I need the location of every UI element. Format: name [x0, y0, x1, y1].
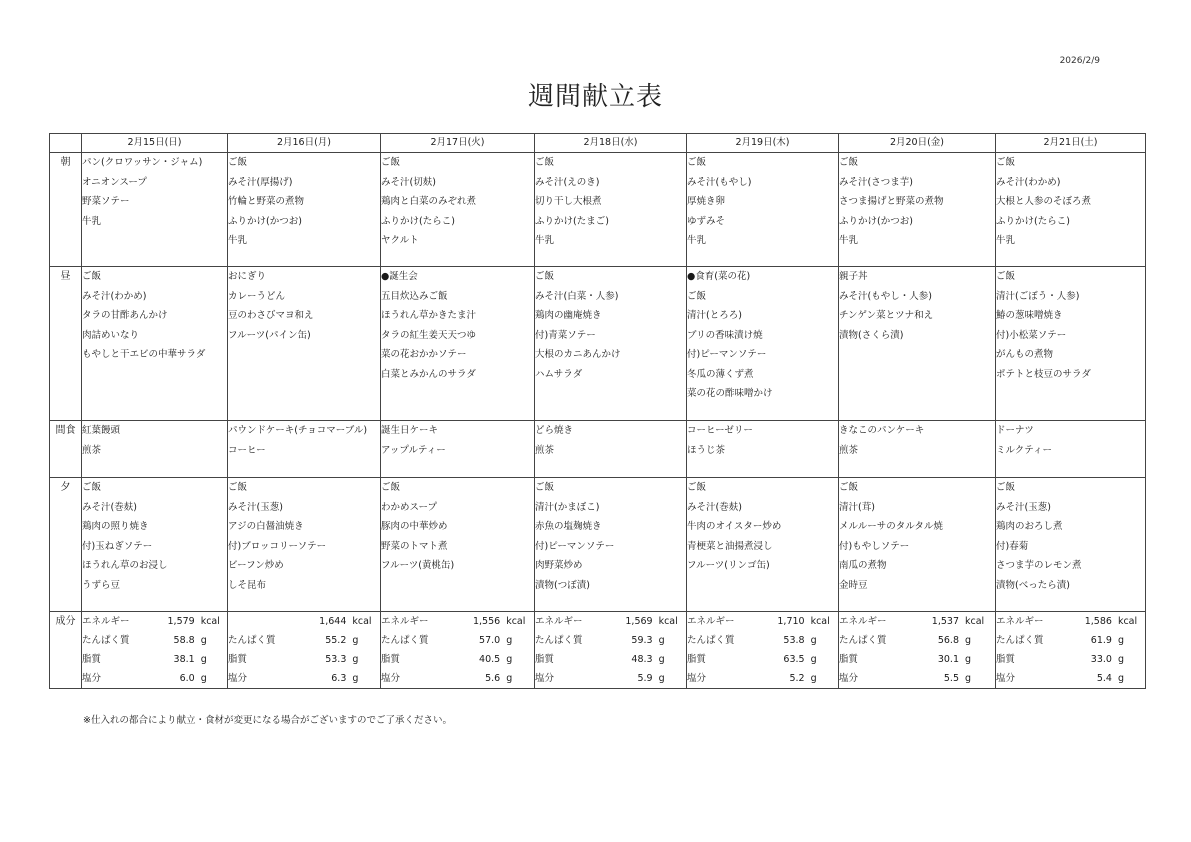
nutrition-cell: [228, 612, 381, 689]
nutrient-value: 5.5: [943, 673, 959, 684]
nutrient-value: 53.8: [783, 635, 805, 646]
nutrient-protein: [381, 631, 534, 650]
snack-cell: [535, 421, 687, 478]
menu-item: ふりかけ(たまご): [535, 215, 609, 227]
nutrition-cell: [381, 612, 535, 689]
menu-item: 牛乳: [228, 235, 248, 246]
breakfast-cell: [82, 153, 228, 267]
menu-item: ふりかけ(たらこ): [381, 215, 455, 227]
menu-item: 野菜のトマト煮: [381, 540, 448, 552]
menu-item: ご飯: [839, 157, 859, 168]
snack-cell: [996, 421, 1146, 478]
nutrient-unit: g: [810, 673, 817, 684]
header-row: [50, 134, 1146, 153]
menu-item: 赤魚の塩麹焼き: [535, 521, 602, 532]
nutrient-name: 塩分: [381, 673, 401, 684]
document-date: 2026/2/9: [1059, 56, 1100, 66]
nutrient-unit: g: [506, 635, 513, 646]
menu-item: 青梗菜と油揚煮浸し: [687, 540, 773, 552]
menu-item: 肉野菜炒め: [535, 560, 583, 571]
nutrient-unit: g: [200, 654, 207, 665]
breakfast-cell: [687, 153, 839, 267]
menu-item: 大根のカニあんかけ: [535, 349, 621, 360]
menu-item: わかめスープ: [381, 501, 438, 513]
menu-item: うずら豆: [82, 579, 121, 591]
menu-item: 菜の花おかかソテー: [381, 349, 467, 360]
menu-item: さつま芋のレモン煮: [996, 560, 1082, 571]
nutrient-salt: [381, 669, 534, 688]
nutrient-name: エネルギー: [996, 616, 1044, 627]
day-header: 2月16日(月): [228, 134, 381, 153]
menu-item: おにぎり: [228, 271, 267, 282]
nutrient-unit: g: [965, 654, 972, 665]
nutrient-salt: [535, 669, 686, 688]
nutrient-name: 脂質: [687, 654, 707, 665]
corner-cell: [50, 134, 82, 153]
dinner-label: 夕: [50, 478, 82, 612]
menu-item: ご飯: [687, 482, 707, 493]
nutrient-unit: g: [810, 654, 817, 665]
dinner-cell: [996, 478, 1146, 612]
breakfast-label: 朝: [50, 153, 82, 267]
nutrient-fat: [535, 650, 686, 669]
menu-item: 漬物(べったら漬): [996, 579, 1070, 591]
nutrient-name: 脂質: [82, 654, 102, 665]
nutrient-value: 56.8: [937, 635, 959, 646]
nutrient-fat: [381, 650, 534, 669]
menu-item: ご飯: [228, 157, 248, 168]
dinner-cell: [687, 478, 839, 612]
menu-item: ミルクティー: [996, 444, 1053, 456]
nutrition-cell: [82, 612, 228, 689]
menu-item: 清汁(茸): [839, 501, 875, 513]
menu-item: 牛肉のオイスター炒め: [687, 521, 782, 532]
menu-item: 付)春菊: [996, 540, 1029, 552]
nutrient-unit: kcal: [506, 616, 526, 627]
breakfast-cell: [228, 153, 381, 267]
menu-item: オニオンスープ: [82, 176, 147, 188]
menu-item: アップルティー: [381, 444, 446, 456]
nutrient-protein: [839, 631, 995, 650]
menu-item: みそ汁(玉葱): [228, 501, 283, 513]
nutrient-unit: g: [352, 635, 359, 646]
nutrient-value: 6.3: [331, 673, 347, 684]
nutrient-unit: kcal: [200, 616, 220, 627]
menu-item: 清汁(とろろ): [687, 310, 742, 321]
nutrient-unit: g: [506, 654, 513, 665]
menu-item: ●食育(菜の花): [687, 271, 751, 282]
nutrient-name: 塩分: [687, 673, 707, 684]
nutrient-fat: [839, 650, 995, 669]
day-header: 2月17日(火): [381, 134, 535, 153]
lunch-cell: [687, 267, 839, 421]
breakfast-cell: [996, 153, 1146, 267]
menu-item: もやしと干エビの中華サラダ: [82, 349, 206, 360]
menu-item: メルルーサのタルタル焼: [839, 521, 943, 532]
weekly-menu-table: [49, 133, 1146, 689]
menu-item: 付)玉ねぎソテー: [82, 540, 153, 552]
lunch-row: [50, 267, 1146, 421]
nutrient-name: 塩分: [228, 673, 248, 684]
menu-item: 煎茶: [535, 444, 555, 456]
menu-item: 漬物(つぼ漬): [535, 579, 590, 591]
menu-item: ゆずみそ: [687, 215, 726, 227]
nutrient-unit: g: [810, 635, 817, 646]
menu-item: チンゲン菜とツナ和え: [839, 310, 934, 321]
nutrient-name: 塩分: [996, 673, 1016, 684]
menu-item: 漬物(さくら漬): [839, 329, 904, 341]
dinner-cell: [228, 478, 381, 612]
menu-item: コーヒー: [228, 444, 266, 456]
day-header: 2月21日(土): [996, 134, 1146, 153]
nutrient-value: 5.9: [637, 673, 653, 684]
menu-item: みそ汁(厚揚げ): [228, 176, 293, 188]
menu-item: 付)もやしソテー: [839, 540, 910, 552]
menu-item: 親子丼: [839, 271, 868, 282]
menu-item: 鶏肉の幽庵焼き: [535, 310, 602, 321]
menu-item: 付)ピーマンソテー: [535, 540, 615, 552]
nutrient-value: 5.6: [485, 673, 501, 684]
menu-item: 厚焼き卵: [687, 196, 726, 207]
nutrient-value: 33.0: [1090, 654, 1112, 665]
nutrient-fat: [82, 650, 227, 669]
menu-item: 清汁(かまぼこ): [535, 501, 600, 513]
lunch-cell: [82, 267, 228, 421]
menu-item: しそ昆布: [228, 579, 267, 591]
menu-item: 金時豆: [839, 579, 868, 591]
menu-item: みそ汁(わかめ): [996, 176, 1061, 188]
nutrient-name: エネルギー: [839, 616, 887, 627]
nutrient-name: たんぱく質: [687, 635, 735, 646]
menu-item: ブリの香味漬け焼: [687, 329, 763, 341]
nutrient-salt: [996, 669, 1145, 688]
menu-item: 鰆の葱味噌焼き: [996, 310, 1063, 321]
nutrient-name: たんぱく質: [82, 635, 130, 646]
nutrient-unit: g: [1117, 673, 1124, 684]
footer-note: ※仕入れの都合により献立・食材が変更になる場合がございますのでご了承ください。: [83, 715, 452, 726]
nutrient-energy: [839, 612, 995, 631]
menu-item: ほうじ茶: [687, 444, 726, 456]
nutrition-row: [50, 612, 1146, 689]
nutrient-name: 脂質: [839, 654, 859, 665]
lunch-cell: [228, 267, 381, 421]
menu-item: ふりかけ(たらこ): [996, 215, 1070, 227]
nutrient-unit: g: [965, 673, 972, 684]
menu-item: 付)青菜ソテー: [535, 329, 596, 341]
dinner-cell: [82, 478, 228, 612]
menu-item: ご飯: [996, 482, 1016, 493]
nutrient-value: 55.2: [325, 635, 347, 646]
lunch-label: 昼: [50, 267, 82, 421]
menu-item: 切り干し大根煮: [535, 196, 602, 207]
menu-item: 鶏肉のおろし煮: [996, 521, 1063, 532]
nutrition-cell: [687, 612, 839, 689]
menu-item: 煎茶: [839, 444, 859, 456]
snack-cell: [381, 421, 535, 478]
page-title: 週間献立表: [527, 82, 663, 112]
nutrient-name: エネルギー: [687, 616, 735, 627]
nutrient-name: エネルギー: [82, 616, 130, 627]
nutrient-value: 58.8: [173, 635, 195, 646]
nutrient-name: たんぱく質: [996, 635, 1044, 646]
menu-item: みそ汁(もやし・人参): [839, 290, 932, 302]
menu-item: みそ汁(巻麸): [82, 501, 137, 513]
nutrient-energy: [82, 612, 227, 631]
menu-item: フルーツ(黄桃缶): [381, 560, 455, 571]
nutrient-value: 1,569: [625, 616, 653, 627]
nutrient-unit: g: [658, 635, 665, 646]
menu-item: さつま揚げと野菜の煮物: [839, 196, 944, 207]
nutrient-protein: [687, 631, 838, 650]
menu-item: 野菜ソテー: [82, 196, 130, 207]
nutrient-value: 1,556: [472, 616, 501, 627]
nutrient-salt: [228, 669, 380, 688]
nutrient-value: 38.1: [173, 654, 195, 665]
day-header: 2月19日(木): [687, 134, 839, 153]
nutrient-name: [228, 612, 299, 631]
nutrition-cell: [996, 612, 1146, 689]
menu-item: ビーフン炒め: [228, 560, 284, 571]
nutrient-name: 塩分: [535, 673, 555, 684]
menu-item: ご飯: [228, 482, 248, 493]
nutrient-value: 1,586: [1084, 616, 1112, 627]
nutrient-name: エネルギー: [535, 616, 583, 627]
menu-item: 鶏肉と白菜のみぞれ煮: [381, 196, 477, 207]
menu-item: ご飯: [82, 271, 102, 282]
nutrient-energy: [381, 612, 534, 631]
menu-item: ご飯: [535, 157, 555, 168]
menu-item: 牛乳: [687, 235, 707, 246]
nutrient-unit: kcal: [965, 616, 985, 627]
menu-item: ご飯: [687, 157, 707, 168]
breakfast-cell: [381, 153, 535, 267]
menu-item: パウンドケーキ(チョコマーブル): [228, 425, 368, 436]
menu-item: 誕生日ケーキ: [381, 425, 439, 436]
menu-item: 菜の花の酢味噌かけ: [687, 388, 773, 399]
menu-item: タラの甘酢あんかけ: [82, 310, 168, 321]
nutrient-name: 塩分: [839, 673, 859, 684]
nutrient-protein: [82, 631, 227, 650]
dinner-cell: [535, 478, 687, 612]
nutrient-unit: g: [965, 635, 972, 646]
nutrition-label: 成分: [50, 612, 82, 689]
nutrient-salt: [687, 669, 838, 688]
nutrient-fat: [228, 650, 380, 669]
menu-item: ご飯: [996, 271, 1016, 282]
menu-item: ポテトと枝豆のサラダ: [996, 368, 1091, 380]
nutrient-unit: g: [352, 673, 359, 684]
nutrient-unit: g: [1117, 635, 1124, 646]
nutrient-unit: kcal: [352, 616, 372, 627]
menu-item: カレーうどん: [228, 290, 286, 302]
nutrient-value: 40.5: [479, 654, 501, 665]
snack-label: 間食: [50, 421, 82, 478]
menu-item: みそ汁(えのき): [535, 176, 600, 188]
nutrient-value: 1,579: [167, 616, 195, 627]
menu-item: アジの白醤油焼き: [228, 521, 304, 532]
nutrient-unit: g: [200, 635, 207, 646]
menu-item: ヤクルト: [381, 235, 419, 246]
nutrition-cell: [839, 612, 996, 689]
menu-item: みそ汁(巻麸): [687, 501, 742, 513]
nutrient-unit: g: [200, 673, 207, 684]
nutrient-salt: [839, 669, 995, 688]
snack-row: [50, 421, 1146, 478]
menu-item: フルーツ(リンゴ缶): [687, 560, 770, 571]
dinner-cell: [381, 478, 535, 612]
nutrient-unit: g: [506, 673, 513, 684]
nutrient-value: 6.0: [179, 673, 195, 684]
menu-item: 豆のわさびマヨ和え: [228, 310, 314, 321]
nutrient-unit: g: [658, 654, 665, 665]
menu-item: 付)小松菜ソテー: [996, 329, 1067, 341]
menu-item: 清汁(ごぼう・人参): [996, 290, 1080, 302]
nutrient-value: 57.0: [479, 635, 501, 646]
menu-item: ご飯: [839, 482, 859, 493]
menu-item: みそ汁(さつま芋): [839, 176, 913, 188]
menu-item: 牛乳: [535, 235, 555, 246]
nutrient-value: 59.3: [631, 635, 653, 646]
menu-item: ご飯: [996, 157, 1016, 168]
lunch-cell: [381, 267, 535, 421]
menu-item: ハムサラダ: [535, 368, 583, 380]
menu-item: ご飯: [82, 482, 102, 493]
menu-item: 牛乳: [996, 235, 1016, 246]
nutrient-unit: g: [352, 654, 359, 665]
menu-item: みそ汁(切麸): [381, 176, 436, 188]
snack-cell: [687, 421, 839, 478]
breakfast-row: [50, 153, 1146, 267]
menu-item: がんもの煮物: [996, 349, 1054, 360]
menu-item: 豚肉の中華炒め: [381, 521, 448, 532]
nutrient-unit: kcal: [810, 616, 830, 627]
nutrient-salt: [82, 669, 227, 688]
nutrient-value: 1,644: [319, 616, 347, 627]
snack-cell: [839, 421, 996, 478]
nutrition-cell: [535, 612, 687, 689]
breakfast-cell: [535, 153, 687, 267]
nutrient-value: 63.5: [783, 654, 805, 665]
menu-item: フルーツ(パイン缶): [228, 329, 311, 341]
day-header: 2月20日(金): [839, 134, 996, 153]
nutrient-unit: g: [658, 673, 665, 684]
menu-item: 付)ピーマンソテー: [687, 349, 767, 360]
menu-item: タラの紅生姜天天つゆ: [381, 329, 477, 341]
snack-cell: [228, 421, 381, 478]
menu-item: ご飯: [381, 157, 401, 168]
menu-item: きなこのパンケーキ: [839, 425, 925, 436]
nutrient-value: 5.2: [789, 673, 805, 684]
menu-item: 肉詰めいなり: [82, 329, 140, 341]
lunch-cell: [839, 267, 996, 421]
menu-item: ご飯: [381, 482, 401, 493]
breakfast-cell: [839, 153, 996, 267]
menu-item: ドーナツ: [996, 425, 1034, 436]
nutrient-energy: [996, 612, 1145, 631]
nutrient-value: 53.3: [325, 654, 347, 665]
nutrient-energy: [228, 612, 380, 631]
lunch-cell: [996, 267, 1146, 421]
nutrient-protein: [535, 631, 686, 650]
snack-cell: [82, 421, 228, 478]
nutrient-value: 5.4: [1096, 673, 1112, 684]
nutrient-value: 1,710: [777, 616, 805, 627]
menu-item: 白菜とみかんのサラダ: [381, 368, 476, 380]
dinner-row: [50, 478, 1146, 612]
nutrient-name: たんぱく質: [228, 635, 276, 646]
menu-item: ほうれん草のお浸し: [82, 560, 168, 571]
nutrient-value: 61.9: [1090, 635, 1112, 646]
nutrient-unit: kcal: [1117, 616, 1138, 627]
menu-item: みそ汁(わかめ): [82, 290, 147, 302]
nutrient-unit: kcal: [658, 616, 678, 627]
menu-item: コーヒーゼリー: [687, 425, 753, 436]
menu-item: 五目炊込みご飯: [381, 290, 448, 302]
menu-item: 竹輪と野菜の煮物: [228, 196, 305, 207]
menu-item: みそ汁(玉葱): [996, 501, 1051, 513]
menu-item: 冬瓜の薄くず煮: [687, 368, 754, 380]
menu-item: 鶏肉の照り焼き: [82, 521, 149, 532]
nutrient-name: 脂質: [996, 654, 1016, 665]
menu-item: みそ汁(もやし): [687, 176, 752, 188]
menu-item: ふりかけ(かつお): [228, 215, 302, 227]
nutrient-energy: [687, 612, 838, 631]
menu-item: 南瓜の煮物: [839, 560, 887, 571]
nutrient-unit: g: [1117, 654, 1124, 665]
menu-item: ●誕生会: [381, 271, 418, 282]
nutrient-protein: [996, 631, 1145, 650]
nutrient-name: たんぱく質: [381, 635, 429, 646]
day-header: 2月15日(日): [82, 134, 228, 153]
menu-item: パン(クロワッサン・ジャム): [82, 157, 203, 168]
menu-item: 煎茶: [82, 444, 102, 456]
menu-item: どら焼き: [535, 425, 574, 436]
menu-item: 付)ブロッコリーソテー: [228, 540, 327, 552]
nutrient-energy: [535, 612, 686, 631]
menu-item: 牛乳: [82, 215, 102, 227]
menu-item: 大根と人参のそぼろ煮: [996, 196, 1092, 207]
nutrient-fat: [996, 650, 1145, 669]
dinner-cell: [839, 478, 996, 612]
nutrient-protein: [228, 631, 380, 650]
nutrient-name: たんぱく質: [839, 635, 887, 646]
menu-item: ご飯: [687, 290, 707, 302]
nutrient-name: 脂質: [381, 654, 401, 665]
menu-item: ほうれん草かきたま汁: [381, 310, 477, 321]
menu-item: ご飯: [535, 271, 555, 282]
lunch-cell: [535, 267, 687, 421]
menu-item: 紅葉饅頭: [82, 425, 121, 436]
menu-item: ふりかけ(かつお): [839, 215, 913, 227]
nutrient-value: 48.3: [631, 654, 653, 665]
menu-item: ご飯: [535, 482, 555, 493]
nutrient-fat: [687, 650, 838, 669]
nutrient-name: 塩分: [82, 673, 102, 684]
nutrient-name: たんぱく質: [535, 635, 583, 646]
nutrient-name: 脂質: [535, 654, 555, 665]
menu-item: みそ汁(白菜・人参): [535, 290, 619, 302]
nutrient-name: 脂質: [228, 654, 248, 665]
day-header: 2月18日(水): [535, 134, 687, 153]
nutrient-name: エネルギー: [381, 616, 429, 627]
menu-item: 牛乳: [839, 235, 859, 246]
nutrient-value: 1,537: [931, 616, 959, 627]
nutrient-value: 30.1: [937, 654, 959, 665]
